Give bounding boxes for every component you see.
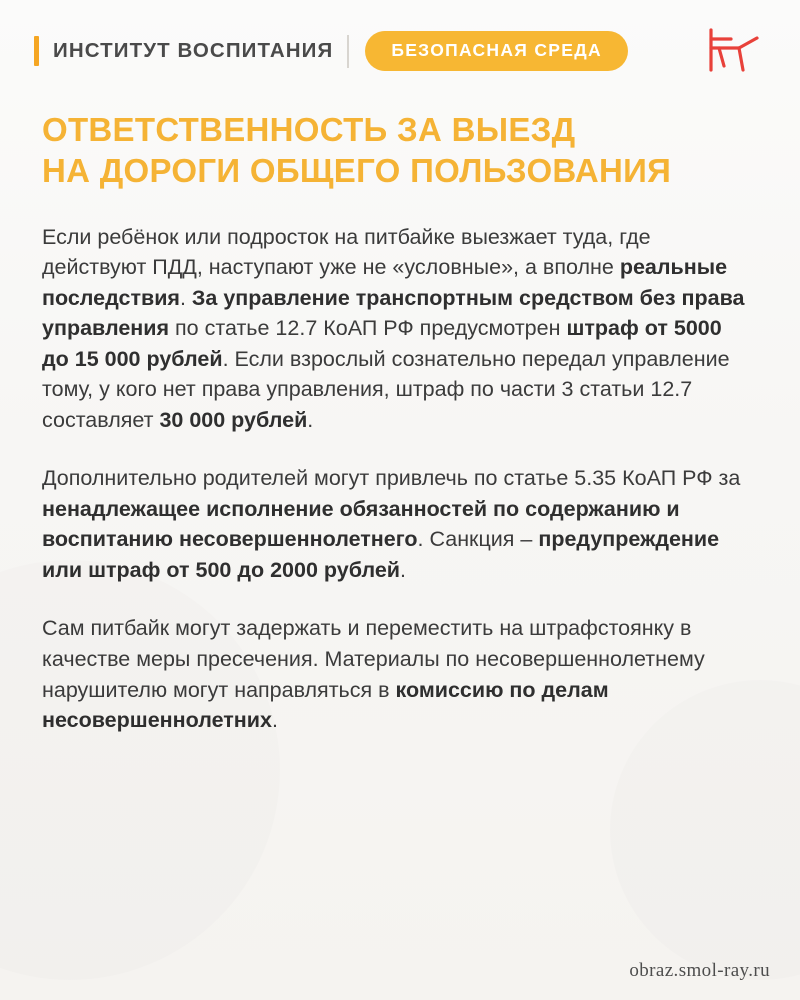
header — [0, 0, 800, 66]
chair-logo-icon — [694, 25, 766, 77]
source-watermark: obraz.smol-ray.ru — [629, 960, 770, 981]
page-title — [42, 110, 766, 192]
body-content — [42, 222, 754, 736]
section-badge: БЕЗОПАСНАЯ СРЕДА — [365, 31, 628, 71]
page-title-line-1: ОТВЕТСТВЕННОСТЬ ЗА ВЫЕЗД — [42, 111, 576, 148]
header-divider — [347, 35, 349, 68]
paragraph-1: Если ребёнок или подросток на питбайке выезжает туда, где действуют ПДД, наступают уже не «условные», а вполне реальные последствия. За управление транспортным средством без права управления по статье 12.7 КоАП РФ предусмотрен штраф от 5000 до 15 000 рублей. Если взрослый сознательно передал управление тому, у кого нет права управления, штраф по части 3 статьи 12.7 составляет 30 000 рублей. — [42, 224, 745, 432]
brand-name: ИНСТИТУТ ВОСПИТАНИЯ — [53, 39, 334, 62]
paragraph-3: Сам питбайк могут задержать и переместить на штрафстоянку в качестве меры пресечения. Материалы по несовершеннолетнему нарушителю могут направляться в комиссию по делам несовершеннолетних. — [42, 616, 705, 733]
brand-accent-bar — [34, 36, 39, 66]
paragraph-2: Дополнительно родителей могут привлечь по статье 5.35 КоАП РФ за ненадлежащее исполнение обязанностей по содержанию и воспитанию несовершеннолетнего. Санкция – предупреждение или штраф от 500 до 2000 рублей. — [42, 466, 741, 582]
page-title-line-2: НА ДОРОГИ ОБЩЕГО ПОЛЬЗОВАНИЯ — [42, 151, 672, 189]
